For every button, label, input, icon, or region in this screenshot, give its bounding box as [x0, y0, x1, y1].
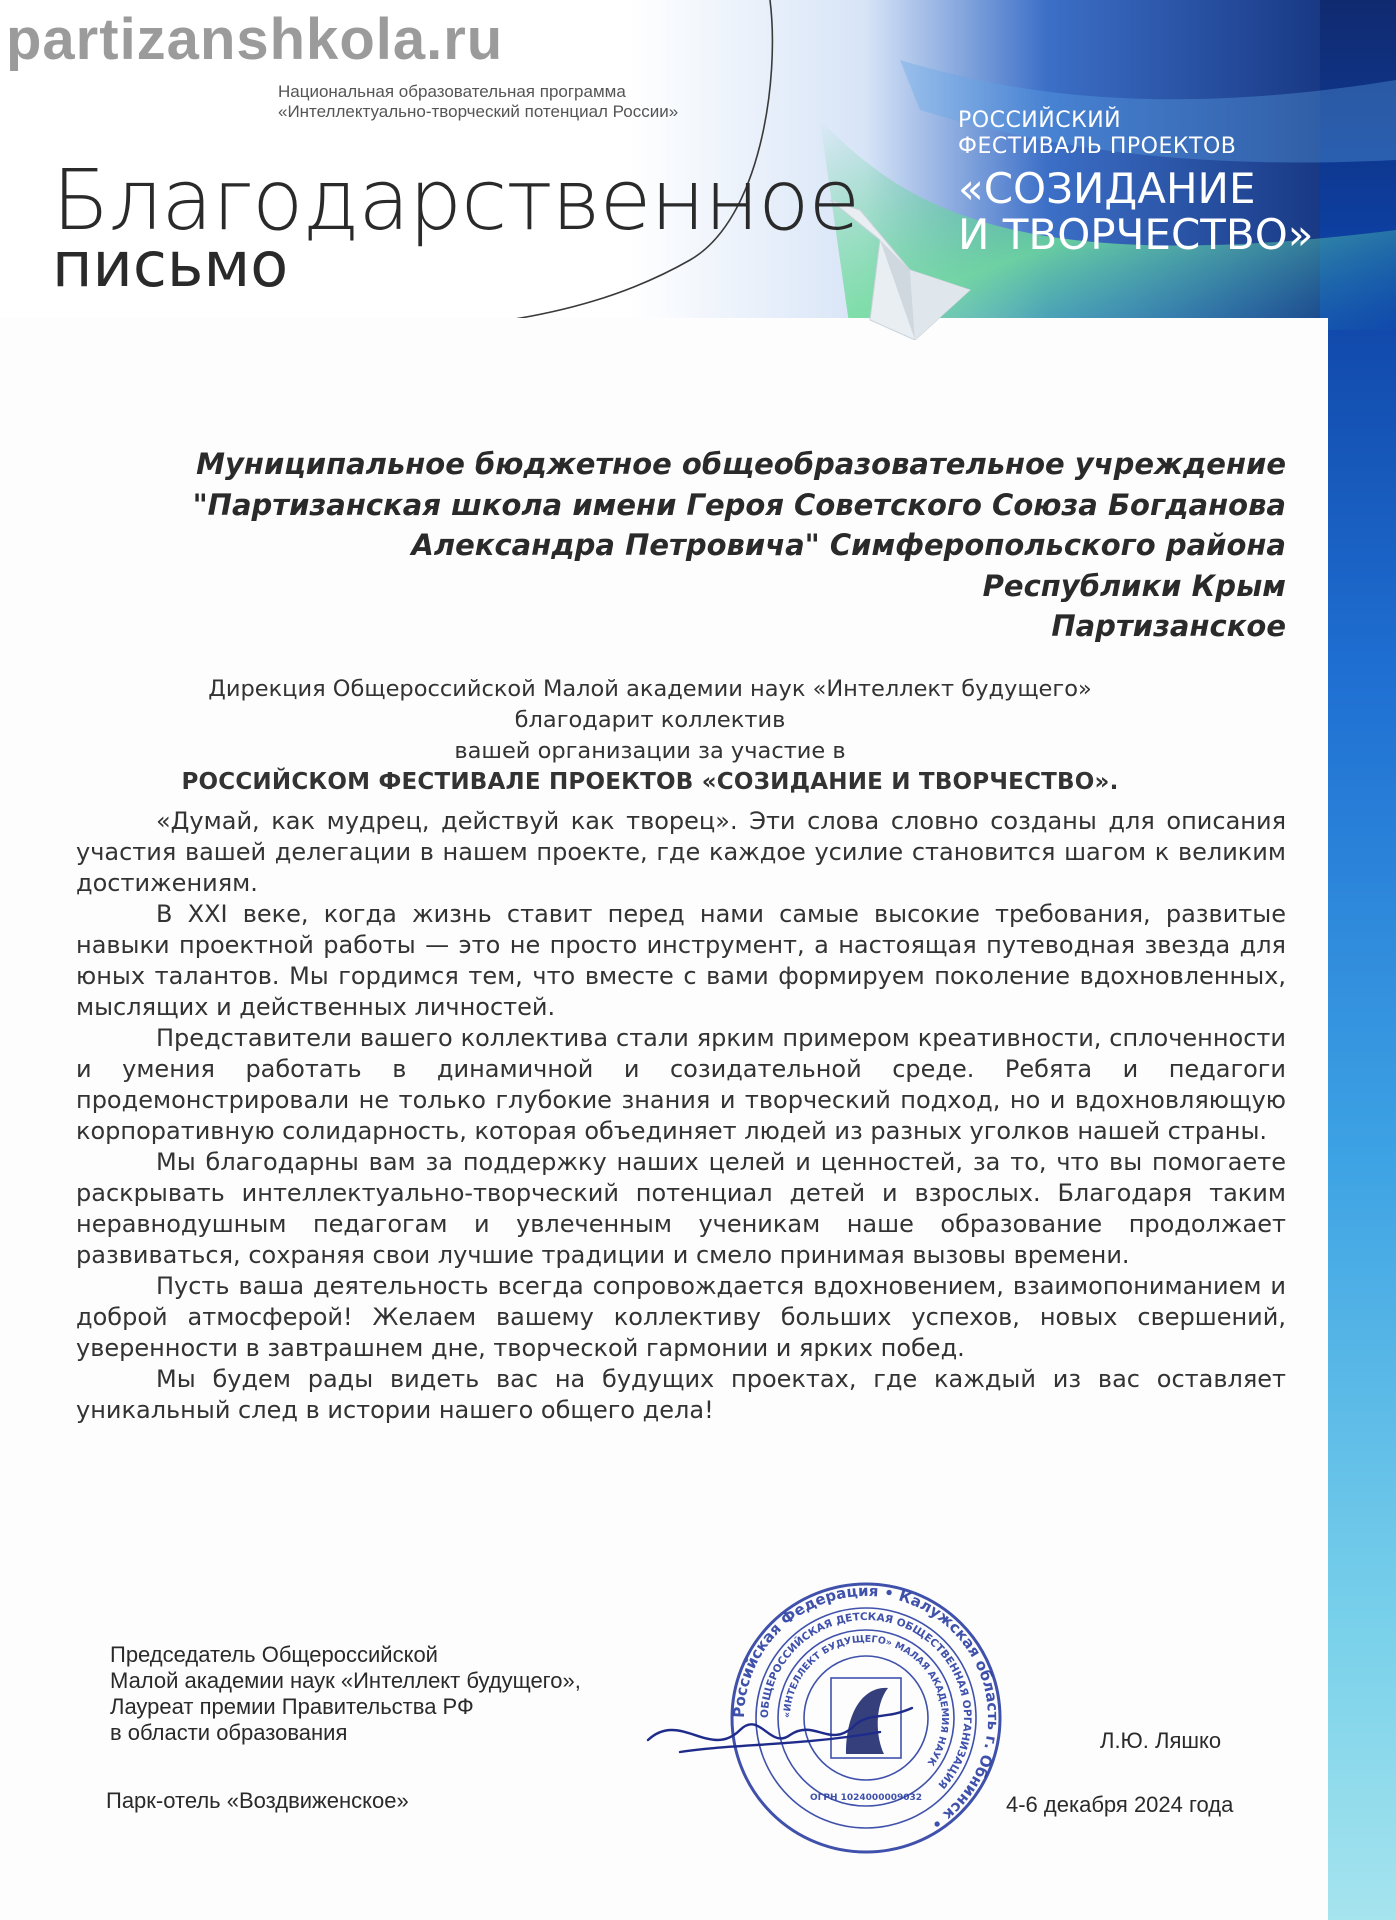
paragraph: Пусть ваша деятельность всегда сопровождается вдохновением, взаимопониманием и доброй атмосферой! Желаем вашему коллективу больших успехов, новых свершений, уверенности в завтрашнем дне, творческой гармонии и ярких побед.: [76, 1272, 1286, 1362]
paragraph: В XXI веке, когда жизнь ставит перед нами самые высокие требования, развитые навыки проектной работы — это не просто инструмент, а настоящая путеводная звезда для юных талантов. Мы гордимся тем, что вместе с вами формируем поколение вдохновленных, мыслящих и действенных личностей.: [76, 900, 1286, 1021]
recipient-line-2: "Партизанская школа имени Героя Советского Союза Богданова: [192, 487, 1286, 522]
letter-body: [76, 806, 1286, 1426]
program-caption: [278, 82, 678, 122]
recipient-line-4: Республики Крым: [982, 568, 1286, 603]
program-line-1: Национальная образовательная программа: [278, 82, 626, 101]
recipient-line-3: Александра Петровича" Симферопольского района: [411, 528, 1286, 562]
festival-line-3: «СОЗИДАНИЕ: [958, 164, 1256, 213]
festival-line-1: РОССИЙСКИЙ: [958, 108, 1122, 133]
signatory-line-4: в области образования: [110, 1720, 348, 1745]
signatory-line-1: Председатель Общероссийской: [110, 1642, 438, 1667]
seal-ogrn: ОГРН 1024000009032: [809, 1793, 923, 1803]
program-line-2: «Интеллектуально-творческий потенциал России»: [278, 102, 679, 121]
recipient-line-5: Партизанское: [1051, 609, 1286, 643]
intro-line-3: вашей организации за участие в: [454, 738, 846, 764]
recipient-name: [66, 444, 1286, 647]
festival-line-4: И ТВОРЧЕСТВО»: [958, 210, 1314, 259]
intro-text: [60, 674, 1240, 798]
intro-festival-name: РОССИЙСКОМ ФЕСТИВАЛЕ ПРОЕКТОВ «СОЗИДАНИЕ И ТВОРЧЕСТВО».: [181, 769, 1119, 795]
signatory-line-3: Лауреат премии Правительства РФ: [110, 1694, 474, 1719]
intro-line-2: благодарит коллектив: [514, 707, 786, 733]
festival-line-2: ФЕСТИВАЛЬ ПРОЕКТОВ: [958, 134, 1237, 159]
paragraph: Представители вашего коллектива стали ярким примером креативности, сплоченности и умения работать в динамичной и созидательной среде. Ребята и педагоги продемонстрировали не только глубокие знания и творческий подход, но и вдохновляющую корпоративную солидарность, которая объединяет людей из разных уголков нашей страны.: [76, 1024, 1286, 1145]
paragraph: «Думай, как мудрец, действуй как творец». Эти слова словно созданы для описания участия вашей делегации в нашем проекте, где каждое усилие становится шагом к великим достижениям.: [76, 807, 1286, 897]
venue: Парк-отель «Воздвиженское»: [106, 1788, 409, 1813]
intro-line-1: Дирекция Общероссийской Малой академии наук «Интеллект будущего»: [208, 676, 1092, 702]
signer-name: Л.Ю. Ляшко: [1100, 1728, 1222, 1753]
watermark-site: partizanshkola.ru: [6, 7, 504, 72]
event-date: 4-6 декабря 2024 года: [1006, 1792, 1234, 1817]
paragraph: Мы благодарны вам за поддержку наших целей и ценностей, за то, что вы помогаете раскрывать интеллектуально-творческий потенциал детей и взрослых. Благодаря таким неравнодушным педагогам и увлеченным ученикам наше образование продолжает развиваться, сохраняя свои лучшие традиции и смело принимая вызовы времени.: [76, 1148, 1286, 1269]
seal-middle-text: ОБЩЕРОССИЙСКАЯ ДЕТСКАЯ ОБЩЕСТВЕННАЯ ОРГАНИЗАЦИЯ: [758, 1610, 974, 1791]
recipient-line-1: Муниципальное бюджетное общеобразовательное учреждение: [196, 447, 1286, 481]
signatory-position: [110, 1642, 581, 1746]
seal-outer-text: Российская Федерация • Калужская область г. Обнинск •: [729, 1581, 1003, 1834]
document-title: Благодарственное: [52, 151, 860, 249]
paragraph: Мы будем рады видеть вас на будущих проектах, где каждый из вас оставляет уникальный след в истории нашего общего дела!: [76, 1365, 1286, 1424]
seal-inner-text: «ИНТЕЛЛЕКТ БУДУЩЕГО» МАЛАЯ АКАДЕМИЯ НАУК: [781, 1633, 951, 1768]
document-title-subline: письмо: [52, 228, 289, 301]
handwritten-signature: [640, 1680, 920, 1770]
festival-logo-text: [958, 108, 1314, 258]
signatory-line-2: Малой академии наук «Интеллект будущего»,: [110, 1668, 581, 1693]
